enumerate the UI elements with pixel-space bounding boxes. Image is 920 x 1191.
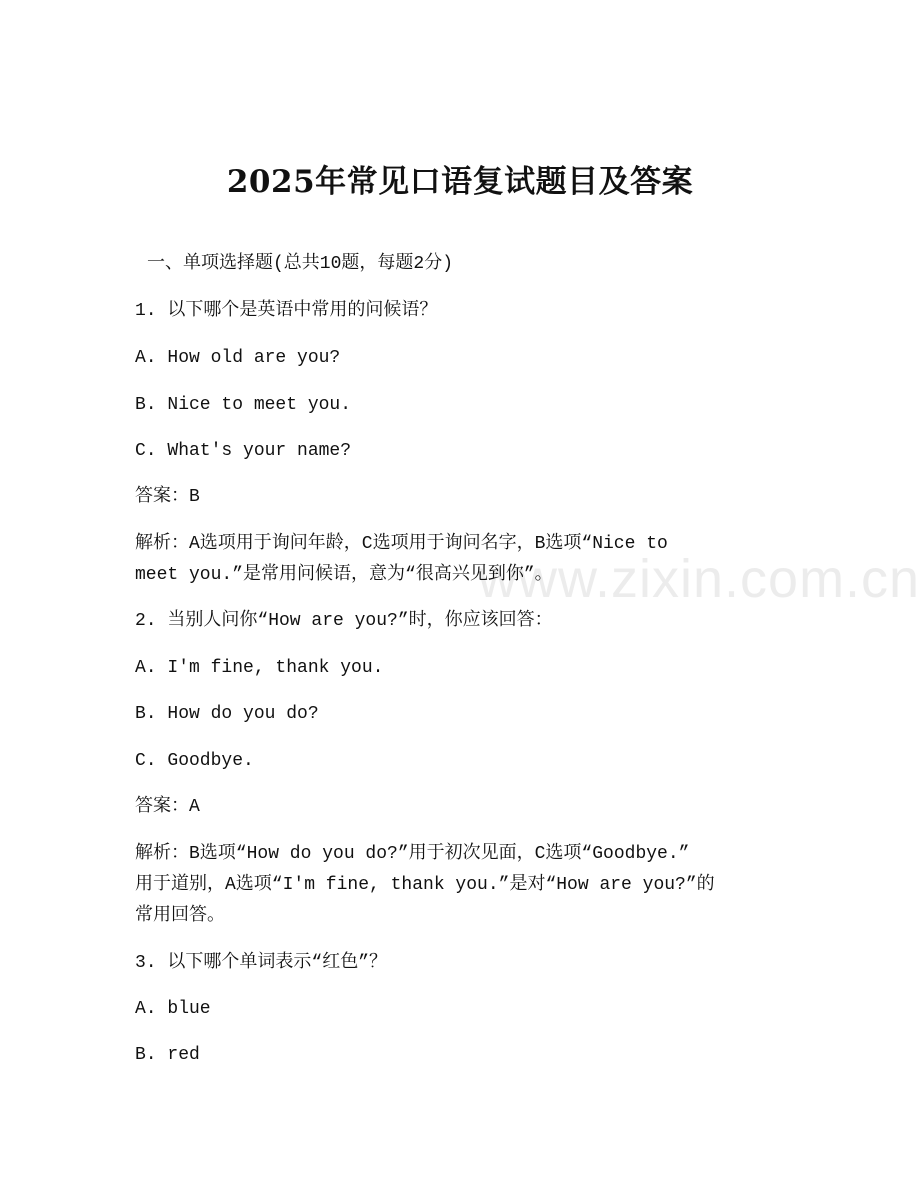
question-2-analysis-line-2: 用于道别，A选项“I'm fine, thank you.”是对“How are you?”的 <box>135 875 715 895</box>
question-1-analysis-line-1: 解析：A选项用于询问年龄，C选项用于询问名字，B选项“Nice to <box>135 534 668 554</box>
question-3-option-b: B. red <box>135 1045 200 1065</box>
watermark: www.zixin.com.cn <box>478 549 920 609</box>
question-3-option-a: A. blue <box>135 999 211 1019</box>
question-2-option-b: B. How do you do? <box>135 704 319 724</box>
question-2-analysis-line-1: 解析：B选项“How do you do?”用于初次见面，C选项“Goodbye.” <box>135 844 690 864</box>
question-2-stem: 2. 当别人问你“How are you?”时，你应该回答： <box>135 611 553 631</box>
question-1-answer: 答案：B <box>135 487 200 507</box>
question-2-answer: 答案：A <box>135 797 200 817</box>
question-1-analysis-line-2: meet you.”是常用问候语，意为“很高兴见到你”。 <box>135 565 553 585</box>
question-3-stem: 3. 以下哪个单词表示“红色”？ <box>135 953 388 973</box>
question-2-option-a: A. I'm fine, thank you. <box>135 658 384 678</box>
question-1-option-c: C. What's your name? <box>135 441 352 461</box>
section-heading: 一、单项选择题(总共10题，每题2分) <box>147 254 454 274</box>
document-title: 2025年常见口语复试题目及答案 <box>226 164 694 200</box>
question-1-stem: 1. 以下哪个是英语中常用的问候语？ <box>135 301 438 321</box>
question-1-option-a: A. How old are you? <box>135 348 341 368</box>
question-2-analysis-line-3: 常用回答。 <box>135 906 225 926</box>
question-2-option-c: C. Goodbye. <box>135 751 254 771</box>
question-1-option-b: B. Nice to meet you. <box>135 395 352 415</box>
